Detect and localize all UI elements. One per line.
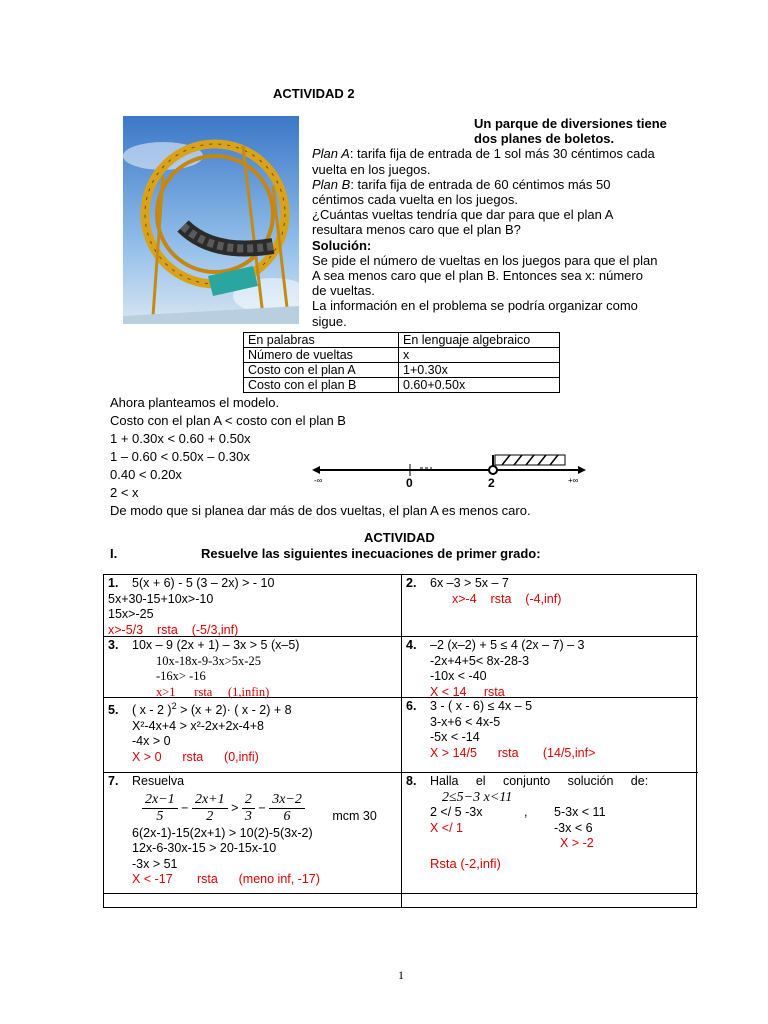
activity-title: ACTIVIDAD 2	[273, 86, 355, 101]
zero-label: 0	[406, 476, 413, 490]
page-number: 1	[398, 968, 404, 982]
mcm-note: mcm 30	[332, 808, 377, 823]
solution-line-1: Se pide el número de vueltas en los juegos para que el plan	[312, 252, 658, 268]
work-row	[406, 805, 692, 821]
work-line: X²-4x+4 > x²-2x+2x-4+8	[132, 718, 265, 733]
table-header-row	[244, 333, 560, 348]
work-line: 3-x+6 < 4x-5	[430, 714, 501, 729]
operator: −	[181, 800, 189, 815]
table-cell: x	[399, 348, 560, 363]
exercise-5	[108, 699, 292, 765]
model-conclusion: De modo que si planea dar más de dos vueltas, el plan A es menos caro.	[110, 503, 531, 518]
info-line-2: sigue.	[312, 313, 347, 329]
plan-b-text-1: : tarifa fija de entrada de 60 céntimos más 50	[350, 176, 611, 192]
exercise-number: 7.	[108, 774, 119, 788]
exercise-answer: X > 14/5 rsta (14/5,inf>	[430, 745, 596, 760]
exercise-statement: 6x –3 > 5x – 7	[430, 576, 509, 590]
table-row	[244, 348, 560, 363]
solution-line-3: de vueltas.	[312, 283, 375, 299]
model-line: Costo con el plan A < costo con el plan B	[110, 413, 346, 428]
work-left: X </ 1	[430, 820, 464, 835]
info-line-1: La información en el problema se podría organizar como	[312, 298, 638, 314]
exercise-statement: Halla el conjunto solución de:	[430, 774, 649, 788]
exercise-number: 2.	[406, 576, 417, 590]
exercise-statement-part: ( x - 2 )	[132, 703, 172, 718]
exercise-4	[406, 638, 585, 700]
exercise-number: 4.	[406, 638, 417, 652]
work-row	[406, 836, 692, 852]
exercise-6	[406, 699, 595, 761]
fraction	[242, 792, 255, 825]
work-line: 10x-18x-9-3x>5x-25	[156, 653, 261, 668]
activity-instruction: Resuelve las siguientes inecuaciones de primer grado:	[201, 546, 541, 561]
exercise-number: 8.	[406, 774, 417, 788]
solution-label: Solución:	[312, 237, 372, 253]
exercise-3	[108, 638, 299, 700]
model-line: 1 + 0.30x < 0.60 + 0.50x	[110, 431, 251, 446]
exercise-2	[406, 576, 561, 607]
plan-a-line-1	[312, 146, 695, 161]
fraction-numerator: 2x+1	[192, 792, 228, 809]
exercise-statement: Resuelva	[132, 774, 185, 788]
operator: >	[231, 800, 239, 815]
exercise-answer: X < 14 rsta	[430, 684, 505, 699]
fraction-denominator: 5	[156, 808, 164, 824]
table-row	[244, 378, 560, 393]
exercise-number: 5.	[108, 703, 119, 718]
exercise-number: 1.	[108, 576, 119, 590]
activity-heading: ACTIVIDAD	[364, 530, 435, 545]
compound-inequality: 2≤5−3 x<11	[442, 789, 513, 805]
plan-b-line-1	[312, 177, 695, 192]
question-line-2: resultara menos caro que el plan B?	[312, 222, 521, 238]
activity-roman-numeral: I.	[110, 546, 118, 561]
grid-divider-vertical	[401, 575, 402, 908]
exercise-statement: –2 (x–2) + 5 ≤ 4 (2x – 7) – 3	[430, 638, 585, 652]
exercise-answer: x>-4 rsta (-4,inf)	[452, 591, 562, 606]
table-cell: Costo con el plan B	[244, 378, 399, 393]
fraction-numerator: 3x−2	[269, 792, 305, 809]
two-label: 2	[488, 476, 495, 490]
work-line: -10x < -40	[430, 669, 487, 683]
work-line: -2x+4+5< 8x-28-3	[430, 653, 530, 668]
work-line: 5x+30-15+10x>-10	[108, 591, 214, 606]
roller-coaster-image	[123, 116, 299, 324]
model-line: Ahora planteamos el modelo.	[110, 395, 280, 410]
work-line: 6(2x-1)-15(2x+1) > 10(2)-5(3x-2)	[132, 825, 313, 840]
table-row	[244, 363, 560, 378]
fraction-numerator: 2x−1	[142, 792, 178, 809]
fraction-denominator: 6	[283, 808, 291, 824]
exercise-grid	[103, 574, 697, 908]
work-right: 5-3x < 11	[554, 805, 606, 819]
grid-divider	[104, 893, 698, 894]
pos-infinity-label: +∞	[568, 476, 579, 485]
number-line-graphic	[310, 450, 590, 490]
table-cell: 0.60+0.50x	[399, 378, 560, 393]
work-line: -3x > 51	[132, 856, 178, 871]
work-line: -4x > 0	[132, 734, 171, 749]
table-header-cell: En lenguaje algebraico	[399, 333, 560, 348]
work-line: 12x-6-30x-15 > 20-15x-10	[132, 841, 277, 855]
plan-b-line-2: céntimos cada vuelta en los juegos.	[312, 192, 518, 208]
plan-a-text-1: : tarifa fija de entrada de 1 sol más 30 céntimos cada	[349, 146, 655, 162]
solution-line-2: A sea menos caro que el plan B. Entonces sea x: número	[312, 268, 643, 284]
model-line: 1 – 0.60 < 0.50x – 0.30x	[110, 449, 250, 464]
grid-divider	[104, 772, 698, 773]
exponent: 2	[171, 701, 177, 711]
question-line-1: ¿Cuántas vueltas tendría que dar para que el plan A	[312, 207, 614, 223]
words-algebra-table	[243, 332, 560, 393]
table-cell: Costo con el plan A	[244, 363, 399, 378]
exercise-statement: 5(x + 6) - 5 (3 – 2x) > - 10	[132, 576, 275, 590]
fraction	[142, 792, 178, 825]
fraction	[269, 792, 305, 825]
number-line	[310, 450, 590, 490]
exercise-answer: X < -17 rsta (meno inf, -17)	[132, 872, 320, 886]
work-line: -16x> -16	[156, 669, 206, 683]
intro-heading-1: Un parque de diversiones tiene	[474, 116, 667, 131]
exercise-answer: Rsta (-2,infi)	[430, 855, 501, 871]
neg-infinity-label: -∞	[314, 476, 323, 485]
work-line: -5x < -14	[430, 730, 480, 744]
model-line: 0.40 < 0.20x	[110, 467, 182, 482]
exercise-answer: x>-5/3 rsta (-5/3,inf)	[108, 622, 239, 637]
plan-a-line-2: vuelta en los juegos.	[312, 161, 431, 177]
work-left: 2 </ 5 -3x	[430, 805, 483, 819]
plan-b-label: Plan B	[312, 176, 351, 192]
work-comma: ,	[524, 805, 528, 819]
intro-text	[312, 116, 695, 329]
work-line: 15x>-25	[108, 607, 154, 621]
table-cell: Número de vueltas	[244, 348, 399, 363]
plan-a-label: Plan A	[312, 146, 350, 162]
fraction-denominator: 2	[206, 808, 214, 824]
model-line: 2 < x	[110, 485, 139, 500]
exercise-statement: 10x – 9 (2x + 1) – 3x > 5 (x–5)	[132, 638, 300, 652]
exercise-answer: X > 0 rsta (0,infi)	[132, 749, 259, 764]
fraction	[192, 792, 228, 825]
work-right: X > -2	[560, 836, 594, 850]
exercise-1	[108, 576, 274, 638]
table-header-cell: En palabras	[244, 333, 399, 348]
fraction-denominator: 3	[244, 808, 252, 824]
operator: −	[258, 800, 266, 815]
intro-heading-2: dos planes de boletos.	[474, 131, 615, 147]
exercise-8	[406, 774, 692, 871]
work-right: -3x < 6	[554, 820, 593, 835]
exercise-number: 3.	[108, 638, 119, 652]
fraction-numerator: 2	[242, 792, 255, 809]
fraction-expression	[108, 790, 377, 826]
table-cell: 1+0.30x	[399, 363, 560, 378]
work-row	[406, 821, 692, 837]
exercise-7	[108, 774, 377, 888]
exercise-statement-part: > (x + 2)· ( x - 2) + 8	[176, 703, 292, 718]
exercise-answer: x>1 rsta (1,infin)	[156, 684, 270, 699]
exercise-number: 6.	[406, 699, 417, 713]
exercise-statement: 3 - ( x - 6) ≤ 4x – 5	[430, 699, 533, 713]
